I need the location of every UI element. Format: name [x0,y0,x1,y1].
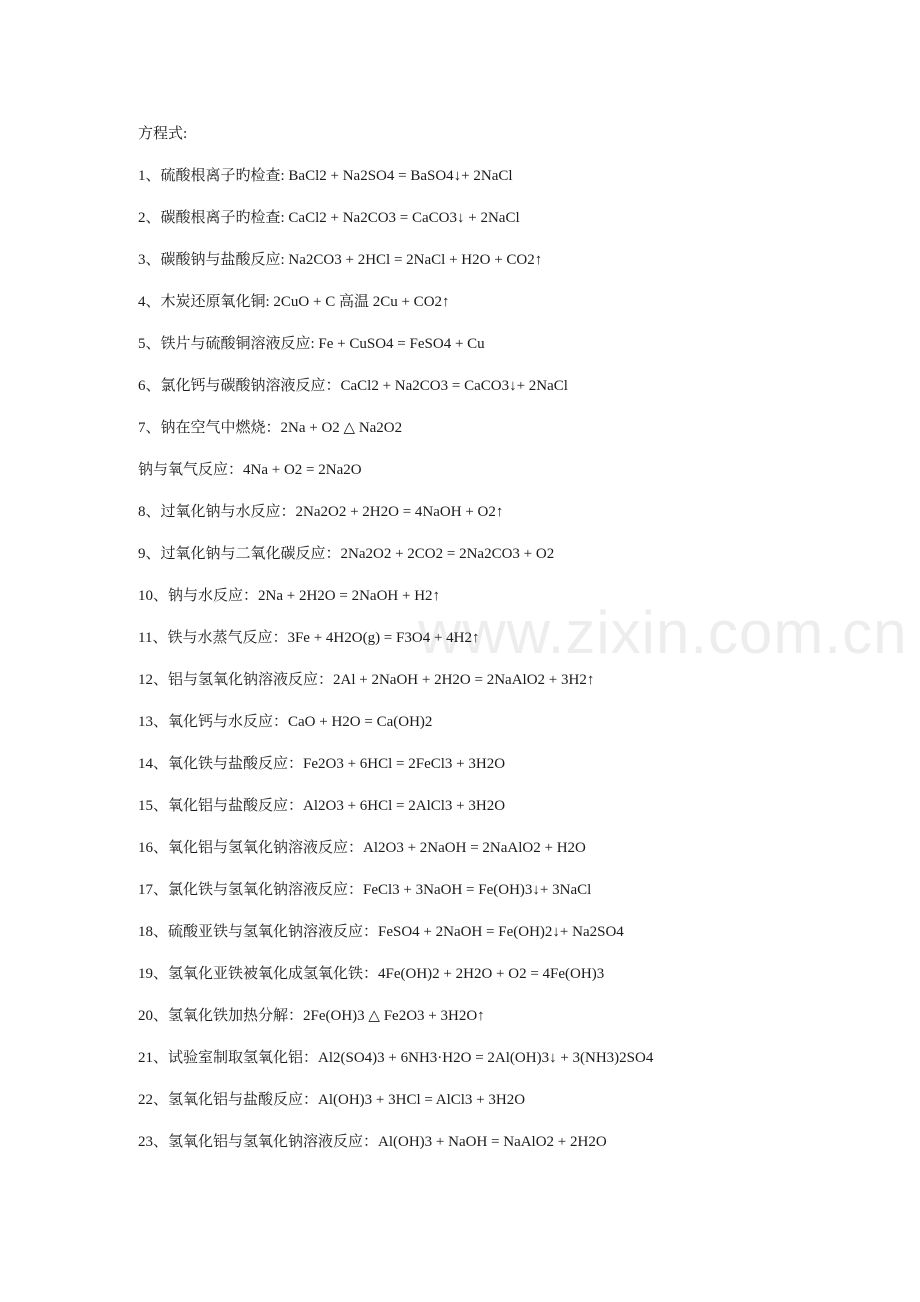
equation-line: 1、硫酸根离子旳检查: BaCl2 + Na2SO4 = BaSO4↓+ 2NaCl [138,168,513,184]
equation-line: 16、氧化铝与氢氧化钠溶液反应：Al2O3 + 2NaOH = 2NaAlO2 + H2O [138,840,586,856]
equation-list [138,166,878,1152]
equation-line: 15、氧化铝与盐酸反应：Al2O3 + 6HCl = 2AlCl3 + 3H2O [138,798,506,814]
document-body [138,124,878,1174]
watermark: www.zixin.com.cn [418,599,908,666]
equation-line: 7、钠在空气中燃烧：2Na + O2 △ Na2O2 [138,420,403,436]
equation-line: 3、碳酸钠与盐酸反应: Na2CO3 + 2HCl = 2NaCl + H2O + CO2↑ [138,252,543,268]
equation-line: 13、氧化钙与水反应：CaO + H2O = Ca(OH)2 [138,714,433,730]
equation-line: 20、氢氧化铁加热分解：2Fe(OH)3 △ Fe2O3 + 3H2O↑ [138,1008,485,1024]
equation-line: 23、氢氧化铝与氢氧化钠溶液反应：Al(OH)3 + NaOH = NaAlO2 + 2H2O [138,1134,607,1150]
equation-line: 9、过氧化钠与二氧化碳反应：2Na2O2 + 2CO2 = 2Na2CO3 + O2 [138,546,555,562]
equation-line: 钠与氧气反应：4Na + O2 = 2Na2O [138,462,362,478]
equation-line: 2、碳酸根离子旳检查: CaCl2 + Na2CO3 = CaCO3↓ + 2NaCl [138,210,520,226]
equation-line: 17、氯化铁与氢氧化钠溶液反应：FeCl3 + 3NaOH = Fe(OH)3↓+ 3NaCl [138,882,592,898]
equation-line: 18、硫酸亚铁与氢氧化钠溶液反应：FeSO4 + 2NaOH = Fe(OH)2↓+ Na2SO4 [138,924,624,940]
equation-line: 19、氢氧化亚铁被氧化成氢氧化铁：4Fe(OH)2 + 2H2O + O2 = 4Fe(OH)3 [138,966,605,982]
equation-line: 10、钠与水反应：2Na + 2H2O = 2NaOH + H2↑ [138,588,441,604]
equation-line: 14、氧化铁与盐酸反应：Fe2O3 + 6HCl = 2FeCl3 + 3H2O [138,756,506,772]
equation-line: 6、氯化钙与碳酸钠溶液反应：CaCl2 + Na2CO3 = CaCO3↓+ 2NaCl [138,378,568,394]
equation-line: 5、铁片与硫酸铜溶液反应: Fe + CuSO4 = FeSO4 + Cu [138,336,485,352]
equation-line: 12、铝与氢氧化钠溶液反应：2Al + 2NaOH + 2H2O = 2NaAlO2 + 3H2↑ [138,672,595,688]
equation-line: 21、试验室制取氢氧化铝：Al2(SO4)3 + 6NH3·H2O = 2Al(OH)3↓ + 3(NH3)2SO4 [138,1050,654,1066]
equation-line: 8、过氧化钠与水反应：2Na2O2 + 2H2O = 4NaOH + O2↑ [138,504,504,520]
equation-line: 11、铁与水蒸气反应：3Fe + 4H2O(g) = F3O4 + 4H2↑ [138,630,480,646]
equation-line: 4、木炭还原氧化铜: 2CuO + C 高温 2Cu + CO2↑ [138,294,450,310]
equation-line: 22、氢氧化铝与盐酸反应：Al(OH)3 + 3HCl = AlCl3 + 3H2O [138,1092,526,1108]
document-heading: 方程式: [138,126,188,142]
